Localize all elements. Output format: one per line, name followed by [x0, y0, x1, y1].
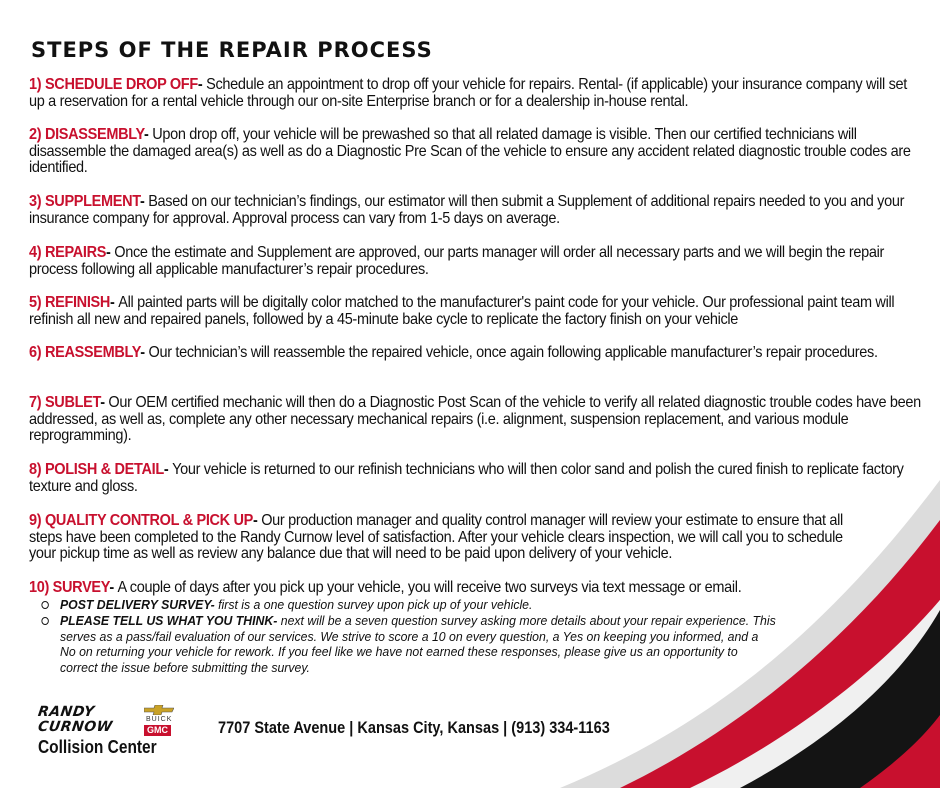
logo-curnow: CURNOW [36, 719, 114, 735]
footer-address: 7707 State Avenue | Kansas City, Kansas | (913) 334-1163 [218, 719, 610, 737]
logo-buick: BUICK [146, 716, 173, 723]
step-supplement: 3) SUPPLEMENT- Based on our technician’s findings, our estimator will then submit a Supplement of additional repairs needed to you and your insurance company for approval. Approval process can vary from 1-5 days on average. [29, 193, 905, 227]
step-quality-control: 9) QUALITY CONTROL & PICK UP- Our production manager and quality control manager will review your estimate to ensure that all steps have been completed to the Randy Curnow level of satisfaction. After your vehicle clears inspection, we will call you to schedule your pickup time as well as review any balance due that will need to be paid upon delivery of your vehicle. [29, 512, 843, 563]
survey-item-text: next will be a seven question survey asking more details about your repair experience. This serves as a pass/fail evaluation of our services. We strive to score a 10 on every question, a Yes on keeping you informed, and a No on returning your vehicle for rework. If you feel like we have not earned these responses, please give us an opportunity to correct the issue before submitting the survey. [60, 613, 776, 675]
step-label: 2) DISASSEMBLY [29, 126, 145, 143]
bullet-icon [41, 617, 48, 625]
step-label: 7) SUBLET [29, 394, 101, 411]
step-disassembly: 2) DISASSEMBLY- Upon drop off, your vehicle will be prewashed so that all related damage is visible. Then our certified technicians will disassemble the damaged area(s) as well as do a Diagnostic Pre Scan of the vehicle to ensure any accident related diagnostic trouble codes are identified. [29, 126, 911, 177]
step-text: Our production manager and quality control manager will review your estimate to ensure that all steps have been completed to the Randy Curnow level of satisfaction. After your vehicle clears inspection, we will call you to schedule your pickup time as well as review any balance due that will need to be paid upon delivery of your vehicle. [29, 512, 843, 563]
logo-gmc: GMC [144, 725, 171, 736]
step-polish-detail: 8) POLISH & DETAIL- Your vehicle is returned to our refinish technicians who will then color sand and polish the cured finish to replicate factory texture and gloss. [29, 461, 904, 495]
logo-collision-center: Collision Center [38, 737, 157, 757]
step-text: Once the estimate and Supplement are approved, our parts manager will order all necessary parts and we will begin the repair process following all applicable manufacturer’s repair procedures. [29, 244, 885, 278]
chevrolet-bowtie-icon [144, 705, 174, 715]
step-label: 3) SUPPLEMENT [29, 193, 141, 210]
step-label: 1) SCHEDULE DROP OFF [29, 76, 198, 93]
step-schedule-drop-off: 1) SCHEDULE DROP OFF- Schedule an appointment to drop off your vehicle for repairs. Rental- (if applicable) your insurance company will set up a reservation for a rental vehicle through our on-site Enterprise branch or for a dealership in-house rental. [29, 76, 907, 110]
survey-item-tell-us [60, 613, 776, 675]
step-text: A couple of days after you pick up your vehicle, you will receive two surveys via text message or email. [117, 579, 742, 596]
survey-item-text: first is a one question survey upon pick up of your vehicle. [218, 597, 533, 612]
step-text: Our technician’s will reassemble the repaired vehicle, once again following applicable manufacturer’s repair procedures. [148, 344, 878, 361]
step-text: Our OEM certified mechanic will then do a Diagnostic Post Scan of the vehicle to verify all related diagnostic trouble codes have been addressed, as well as, complete any other necessary mechanical repairs (i.e. alignment, suspension replacement, and various module reprogramming). [29, 394, 921, 445]
page-title: STEPS OF THE REPAIR PROCESS [31, 38, 433, 62]
step-label: 4) REPAIRS [29, 244, 107, 261]
step-label: 6) REASSEMBLY [29, 344, 141, 361]
step-sublet: 7) SUBLET- Our OEM certified mechanic will then do a Diagnostic Post Scan of the vehicle to verify all related diagnostic trouble codes have been addressed, as well as, complete any other necessary mechanical repairs (i.e. alignment, suspension replacement, and various module reprogramming). [29, 394, 921, 445]
survey-item-post-delivery [60, 597, 776, 613]
randy-curnow-logo [36, 704, 176, 760]
step-text: Upon drop off, your vehicle will be prewashed so that all related damage is visible. Then our certified technicians will disassemble the damaged area(s) as well as do a Diagnostic Pre Scan of the vehicle to ensure any accident related diagnostic trouble codes are identified. [29, 126, 911, 177]
step-label: 5) REFINISH [29, 294, 111, 311]
survey-item-label: PLEASE TELL US WHAT YOU THINK- [60, 613, 278, 628]
step-label: 8) POLISH & DETAIL [29, 461, 164, 478]
survey-item-label: POST DELIVERY SURVEY- [60, 597, 215, 612]
step-text: Your vehicle is returned to our refinish technicians who will then color sand and polish the cured finish to replicate factory texture and gloss. [29, 461, 904, 495]
step-refinish: 5) REFINISH- All painted parts will be digitally color matched to the manufacturer's paint code for your vehicle. Our professional paint team will refinish all new and repaired panels, followed by a 45-minute bake cycle to replicate the factory finish on your vehicle [29, 294, 895, 328]
step-repairs: 4) REPAIRS- Once the estimate and Supplement are approved, our parts manager will order all necessary parts and we will begin the repair process following all applicable manufacturer’s repair procedures. [29, 244, 885, 278]
step-survey: 10) SURVEY- A couple of days after you pick up your vehicle, you will receive two surveys via text message or email. [29, 579, 742, 596]
step-reassembly: 6) REASSEMBLY- Our technician’s will reassemble the repaired vehicle, once again following applicable manufacturer’s repair procedures. [29, 344, 878, 361]
step-label: 10) SURVEY [29, 579, 110, 596]
step-label: 9) QUALITY CONTROL & PICK UP [29, 512, 254, 529]
logo-randy: RANDY [36, 704, 96, 720]
step-text: All painted parts will be digitally color matched to the manufacturer's paint code for your vehicle. Our professional paint team will refinish all new and repaired panels, followed by a 45-minute bake cycle to replicate the factory finish on your vehicle [29, 294, 895, 328]
step-text: Based on our technician’s findings, our estimator will then submit a Supplement of additional repairs needed to you and your insurance company for approval. Approval process can vary from 1-5 days on average. [29, 193, 905, 227]
step-text: Schedule an appointment to drop off your vehicle for repairs. Rental- (if applicable) your insurance company will set up a reservation for a rental vehicle through our on-site Enterprise branch or for a dealership in-house rental. [29, 76, 907, 110]
bullet-icon [41, 601, 48, 609]
